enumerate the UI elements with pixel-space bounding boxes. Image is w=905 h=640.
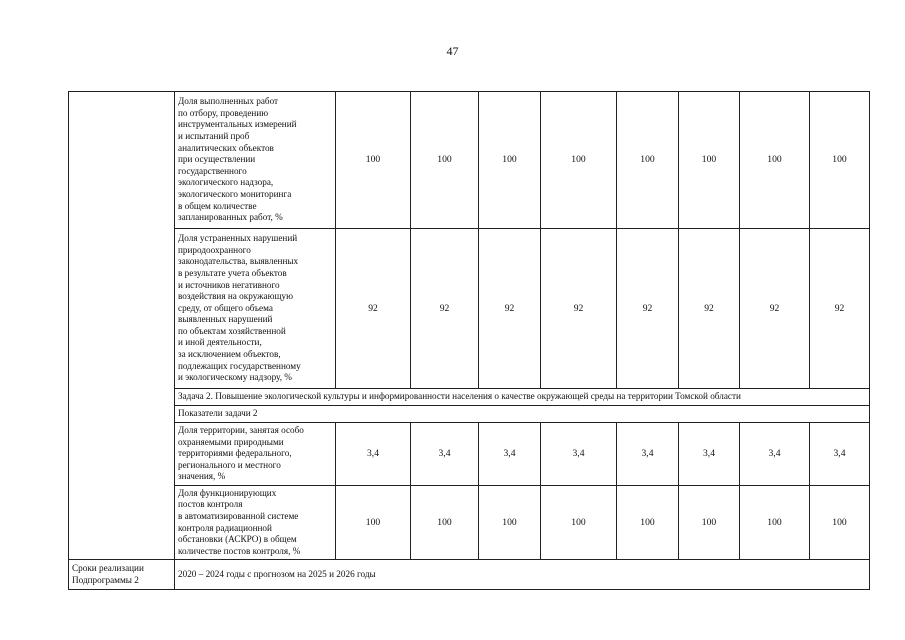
value-cell: 92 bbox=[336, 229, 411, 389]
period-label: Сроки реализации Подпрограммы 2 bbox=[69, 560, 175, 590]
value-cell: 100 bbox=[411, 486, 479, 560]
value-cell: 3,4 bbox=[336, 423, 411, 486]
value-cell: 100 bbox=[679, 92, 740, 229]
value-cell: 3,4 bbox=[810, 423, 870, 486]
value-cell: 3,4 bbox=[541, 423, 617, 486]
value-cell: 100 bbox=[541, 486, 617, 560]
value-cell: 92 bbox=[679, 229, 740, 389]
indicators-table bbox=[68, 91, 870, 590]
value-cell: 100 bbox=[740, 92, 810, 229]
indicator-cell: Доля устраненных нарушений природоохранного законодательства, выявленных в результате учета объектов и источников негативного воздействия на окружающую среду, от общего объема выявленных нарушений по объектам хозяйственной и иной деятельности, за исключением объектов, подлежащих государственному и экологическому надзору, % bbox=[175, 229, 336, 389]
value-cell: 92 bbox=[740, 229, 810, 389]
value-cell: 100 bbox=[810, 92, 870, 229]
table-row bbox=[69, 560, 870, 590]
page-number: 47 bbox=[446, 44, 459, 58]
value-cell: 100 bbox=[541, 92, 617, 229]
table-row bbox=[69, 229, 870, 389]
value-cell: 92 bbox=[479, 229, 541, 389]
period-value: 2020 – 2024 годы с прогнозом на 2025 и 2026 годы bbox=[175, 560, 870, 590]
value-cell: 3,4 bbox=[617, 423, 679, 486]
value-cell: 100 bbox=[617, 92, 679, 229]
task2-indicators-label: Показатели задачи 2 bbox=[175, 406, 870, 423]
value-cell: 92 bbox=[541, 229, 617, 389]
value-cell: 3,4 bbox=[679, 423, 740, 486]
value-cell: 3,4 bbox=[411, 423, 479, 486]
value-cell: 100 bbox=[336, 92, 411, 229]
indicator-cell: Доля территории, занятая особо охраняемыми природными территориями федерального, регионального и местного значения, % bbox=[175, 423, 336, 486]
value-cell: 100 bbox=[411, 92, 479, 229]
task2-title: Задача 2. Повышение экологической культуры и информированности населения о качестве окружающей среды на территории Томской области bbox=[175, 389, 870, 406]
table-row bbox=[69, 406, 870, 423]
table-row bbox=[69, 389, 870, 406]
value-cell: 92 bbox=[617, 229, 679, 389]
value-cell: 92 bbox=[810, 229, 870, 389]
value-cell: 100 bbox=[740, 486, 810, 560]
value-cell: 100 bbox=[479, 92, 541, 229]
indicator-cell: Доля функционирующих постов контроля в автоматизированной системе контроля радиационной обстановки (АСКРО) в общем количестве постов контроля, % bbox=[175, 486, 336, 560]
value-cell: 3,4 bbox=[479, 423, 541, 486]
indicator-cell: Доля выполненных работ по отбору, проведению инструментальных измерений и испытаний проб аналитических объектов при осуществлении государственного экологического надзора, экологического мониторинга в общем количестве запланированных работ, % bbox=[175, 92, 336, 229]
value-cell: 100 bbox=[679, 486, 740, 560]
value-cell: 3,4 bbox=[740, 423, 810, 486]
empty-left-cell bbox=[69, 92, 175, 560]
value-cell: 100 bbox=[479, 486, 541, 560]
table-row bbox=[69, 486, 870, 560]
table-row bbox=[69, 92, 870, 229]
value-cell: 100 bbox=[336, 486, 411, 560]
value-cell: 100 bbox=[810, 486, 870, 560]
table-row bbox=[69, 423, 870, 486]
value-cell: 92 bbox=[411, 229, 479, 389]
value-cell: 100 bbox=[617, 486, 679, 560]
